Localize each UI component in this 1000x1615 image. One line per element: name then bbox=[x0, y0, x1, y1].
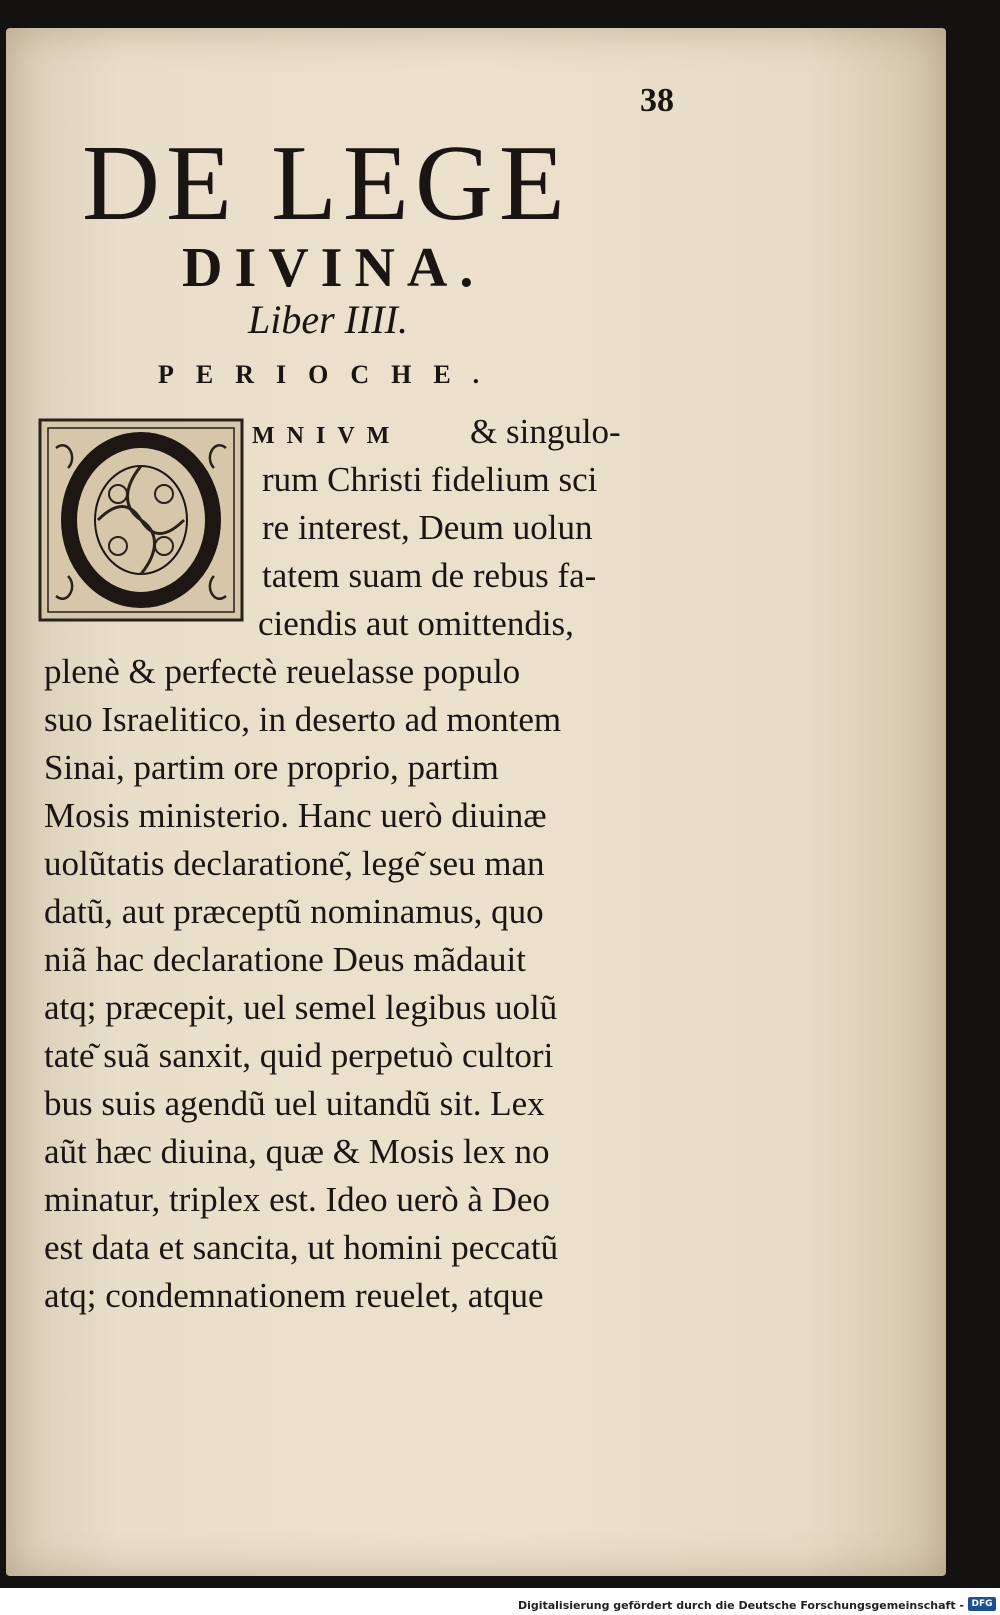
text-line-12: niã hac declaratione Deus mãdauit bbox=[44, 940, 527, 979]
text-line-9: Mosis ministerio. Hanc uerò diuinæ bbox=[44, 796, 547, 835]
decorated-initial-o-icon bbox=[38, 418, 244, 626]
text-line-10: uolũtatis declaratione͂, lege͂ seu man bbox=[44, 844, 545, 883]
text-line-8: Sinai, partim ore proprio, partim bbox=[44, 748, 499, 787]
text-line-19: atq; condemnationem reuelet, atque bbox=[44, 1276, 544, 1315]
page-subtitle: DIVINA. bbox=[182, 237, 486, 299]
text-line-5: ciendis aut omittendis, bbox=[258, 604, 574, 643]
text-line-15: bus suis agendũ uel uitandũ sit. Lex bbox=[44, 1084, 545, 1123]
text-line-2: rum Christi fidelium sci bbox=[262, 460, 598, 499]
dfg-logo: DFG bbox=[968, 1597, 996, 1611]
digitization-credit: Digitalisierung gefördert durch die Deutsche Forschungsgemeinschaft - bbox=[517, 1599, 964, 1612]
text-line-7: suo Israelitico, in deserto ad montem bbox=[44, 700, 562, 739]
text-line-17: minatur, triplex est. Ideo uerò à Deo bbox=[44, 1180, 550, 1219]
opening-words: MNIVM bbox=[252, 423, 402, 449]
page-title: DE LEGE bbox=[82, 124, 571, 243]
section-heading: PERIOCHE. bbox=[158, 360, 502, 389]
text-line-14: tate͂ suã sanxit, quid perpetuò cultori bbox=[44, 1036, 554, 1075]
text-line-18: est data et sancita, ut homini peccatũ bbox=[44, 1228, 559, 1267]
text-line-1: & singulo- bbox=[470, 412, 621, 451]
text-line-3: re interest, Deum uolun bbox=[262, 508, 593, 547]
book-label: Liber IIII. bbox=[248, 297, 408, 342]
page-number: 38 bbox=[640, 82, 674, 119]
text-line-13: atq; præcepit, uel semel legibus uolũ bbox=[44, 988, 558, 1027]
text-line-11: datũ, aut præceptũ nominamus, quo bbox=[44, 892, 544, 931]
text-line-4: tatem suam de rebus fa- bbox=[262, 556, 597, 595]
text-line-6: plenè & perfectè reuelasse populo bbox=[44, 652, 521, 691]
text-line-16: aũt hæc diuina, quæ & Mosis lex no bbox=[44, 1132, 550, 1171]
